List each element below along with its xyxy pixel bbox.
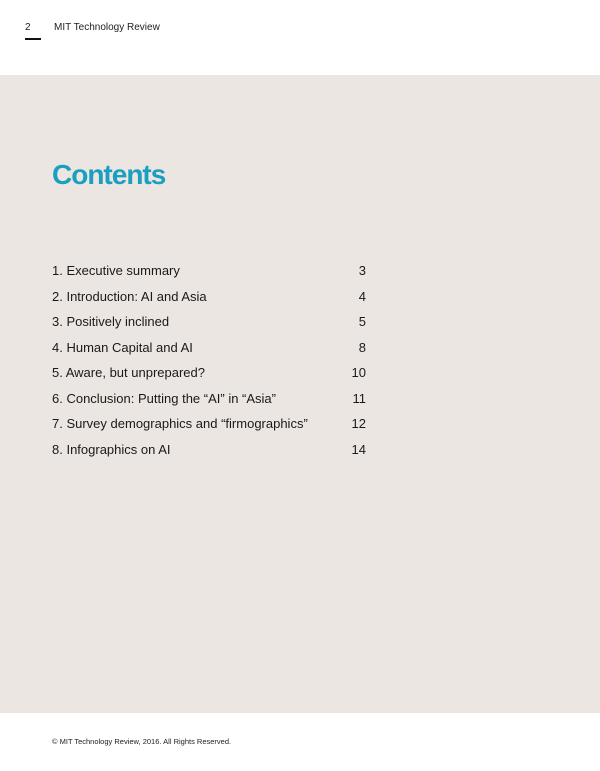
- toc-item-label: 4. Human Capital and AI: [52, 339, 193, 355]
- toc-item-label: 6. Conclusion: Putting the “AI” in “Asia”: [52, 390, 276, 406]
- toc-item-label: 2. Introduction: AI and Asia: [52, 288, 207, 304]
- toc-item-page: 12: [351, 416, 366, 431]
- page-number: 2: [25, 22, 31, 33]
- toc-item-page: 11: [352, 390, 366, 406]
- toc-item[interactable]: [52, 263, 366, 289]
- toc-item[interactable]: [52, 416, 366, 442]
- toc-item-label: 5. Aware, but unprepared?: [52, 365, 205, 380]
- table-of-contents: [52, 263, 366, 467]
- copyright-notice: © MIT Technology Review, 2016. All Rights Reserved.: [52, 737, 232, 746]
- toc-item-label: 7. Survey demographics and “firmographics”: [52, 416, 308, 431]
- toc-item-page: 14: [351, 441, 366, 457]
- toc-item[interactable]: [52, 314, 366, 340]
- toc-item-label: 8. Infographics on AI: [52, 441, 171, 457]
- publication-name: MIT Technology Review: [54, 22, 160, 33]
- toc-item[interactable]: [52, 391, 366, 417]
- toc-item[interactable]: [52, 442, 366, 468]
- contents-panel: [0, 75, 600, 713]
- toc-item-label: 1. Executive summary: [52, 263, 180, 278]
- toc-item[interactable]: [52, 340, 366, 366]
- toc-item-page: 8: [358, 339, 366, 355]
- page-footer: [0, 713, 600, 771]
- contents-title: Contents: [52, 159, 166, 190]
- toc-item[interactable]: [52, 289, 366, 315]
- toc-item-page: 3: [358, 263, 366, 278]
- toc-item-label: 3. Positively inclined: [52, 314, 170, 329]
- page-number-underline: [25, 38, 41, 40]
- page-header: [0, 0, 600, 75]
- toc-item-page: 5: [358, 314, 366, 329]
- toc-item-page: 4: [358, 288, 366, 304]
- toc-item[interactable]: [52, 365, 366, 391]
- toc-item-page: 10: [351, 365, 366, 380]
